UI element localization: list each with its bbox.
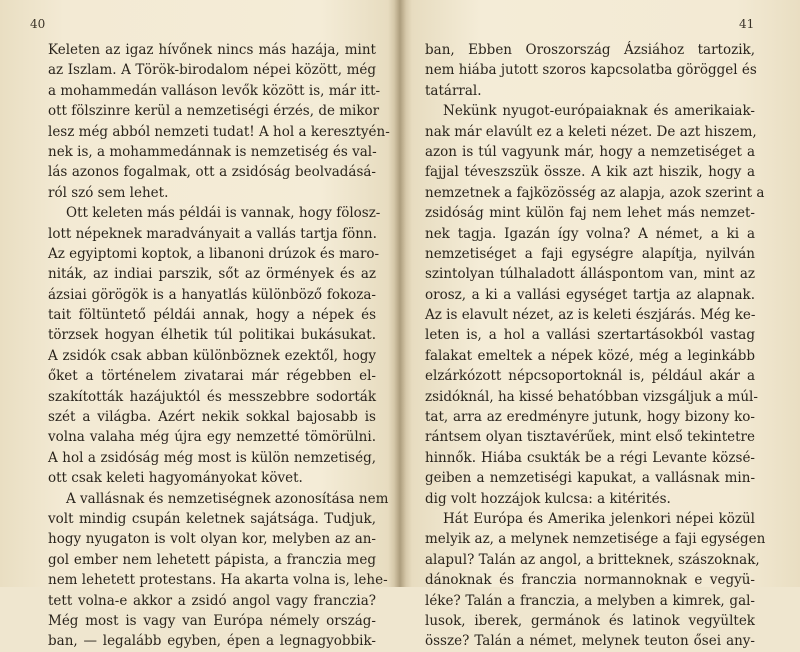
- text-line: az Iszlam. A Török-birodalom népei között, még: [48, 62, 376, 79]
- text-line: tait föltüntető példái annak, hogy a népek és: [48, 307, 376, 324]
- text-line: azon is túl vagyunk már, hogy a nemzetiséget a: [425, 143, 755, 160]
- text-line: rántsem olyan tisztavérűek, mint első tekintetre: [425, 429, 755, 446]
- text-line: hogy nyugaton is volt olyan kor, melyben az an-: [48, 531, 376, 548]
- text-line: melyik az, a melynek nemzetisége a faji egységen: [425, 531, 766, 548]
- right-page-text: [425, 40, 766, 652]
- text-line: lás azonos fogalmak, ott a zsidóság beolvadásá-: [48, 164, 376, 181]
- text-line: ban, — legalább egyben, épen a legnagyobbik-: [48, 633, 376, 650]
- text-line: őket a történelem zivatarai már régebben el-: [48, 368, 376, 385]
- text-line: ban, Ebben Oroszország Ázsiához tartozik,: [425, 42, 755, 58]
- text-line: volt mindig csupán keletnek sajátsága. Tudjuk,: [48, 510, 376, 527]
- text-line: lott népeknek maradványait a vallás tartja fönn.: [48, 225, 377, 242]
- text-line: niták, az indiai parszik, sőt az örmények és az: [48, 266, 376, 283]
- text-line: nek is, a mohammedánnak is nemzetiség és val-: [48, 143, 377, 160]
- text-line: elzárkózott népcsoportoknál is, például akár a: [425, 368, 755, 385]
- text-line: ról szó sem lehet.: [48, 184, 169, 201]
- text-line: tat, arra az eredményre jutunk, hogy bizony ko-: [425, 409, 755, 426]
- text-line: leten is, a hol a vallási szertartásokból vastag: [425, 327, 755, 344]
- text-line: ott fölszinre kerül a nemzetiségi érzés, de mikor: [48, 103, 380, 120]
- text-line: törzsek hogyan élhetik túl politikai bukásukat.: [48, 327, 376, 344]
- text-line: zsidóknál, ha kissé behatóbban vizsgáljuk a múl-: [425, 388, 758, 405]
- text-line: volna valaha még újra egy nemzetté tömörülni.: [48, 429, 376, 446]
- text-line: A zsidók csak abban különböznek ezektől, hogy: [48, 347, 376, 364]
- text-line: Ott keleten más példái is vannak, hogy fölosz-: [66, 205, 381, 222]
- text-line: szintolyan túlhaladott álláspontom van, mint az: [425, 266, 755, 283]
- text-line: dig volt hozzájok kulcsa: a kitérités.: [425, 490, 671, 507]
- text-line: nek tagja. Igazán így volna? A német, a ki a: [425, 225, 755, 242]
- text-line: nem hiába jutott szoros kapcsolatba göröggel és: [425, 62, 757, 79]
- text-line: falakat emeltek a népek közé, még a leginkább: [425, 347, 755, 364]
- text-line: Még most is vagy van Európa némely ország-: [48, 612, 376, 629]
- text-line: geiben a nemzetiségi kapukat, a vallásnak min-: [425, 470, 755, 487]
- text-line: léke? Talán a franczia, a melyben a kimrek, gal-: [425, 592, 755, 609]
- text-line: szakították hazájuktól és messzebbre sodorták: [48, 388, 376, 405]
- text-line: a mohammedán valláson levők között is, már itt-: [48, 82, 381, 99]
- text-line: gol ember nem lehetett pápista, a franczia meg: [48, 551, 376, 568]
- text-line: lusok, iberek, germánok és latinok vegyültek: [425, 612, 755, 629]
- text-line: dánoknak és franczia normannoknak e vegyü-: [425, 572, 755, 589]
- text-line: fajjal téveszszük össze. A kik azt hiszik, hogy a: [425, 164, 755, 181]
- text-line: A hol a zsidóság még most is külön nemzetiség,: [48, 449, 376, 466]
- text-line: alapul? Talán az angol, a britteknek, szászoknak,: [425, 551, 760, 568]
- text-line: Az is elavult nézet, az is keleti észjárás. Még ke-: [425, 307, 756, 324]
- text-line: nak már elavúlt ez a keleti nézet. De azt hiszem,: [425, 123, 757, 140]
- page-number-left: 40: [30, 17, 46, 31]
- text-line: Az egyiptomi koptok, a libanoni drúzok és maro-: [48, 245, 380, 262]
- text-line: össze? Talán a német, melynek teuton ősei any-: [425, 633, 755, 650]
- text-line: nem lehetett protestans. Ha akarta volna is, lehe-: [48, 572, 388, 589]
- text-line: Hát Európa és Amerika jelenkori népei közül: [443, 510, 755, 527]
- text-line: Keleten az igaz hívőnek nincs más hazája, mint: [48, 42, 376, 58]
- text-line: ott csak keleti hagyományokat követ.: [48, 470, 303, 487]
- page-number-right: 41: [739, 17, 755, 31]
- text-line: orosz, a ki a vallási egységet tartja az alapnak.: [425, 286, 755, 303]
- text-line: A vallásnak és nemzetiségnek azonosítása nem: [66, 490, 389, 507]
- text-line: zsidóság mint külön faj nem lehet más nemzet-: [425, 205, 755, 222]
- right-page: [403, 0, 800, 650]
- text-line: nemzetiséget a faji egységre alapítja, nyilván: [425, 245, 755, 262]
- text-line: szét a világba. Azért nekik sokkal bajosabb is: [48, 409, 376, 426]
- left-page-text: [48, 40, 390, 652]
- text-line: tatárral.: [425, 82, 482, 99]
- text-line: nemzetnek a fajközösség az alapja, azok szerint a: [425, 184, 765, 201]
- text-line: tett volna-e akkor a zsidó angol vagy franczia?: [48, 592, 376, 609]
- text-line: hinnők. Hiába csukták be a régi Levante közsé-: [425, 449, 755, 466]
- text-line: Nekünk nyugot-európaiaknak és amerikaiak-: [443, 103, 755, 120]
- text-line: lesz még abból nemzeti tudat! A hol a keresztyén-: [48, 123, 390, 140]
- text-line: ázsiai görögök is a hanyatlás különböző fokoza-: [48, 286, 376, 303]
- left-page: [0, 0, 397, 650]
